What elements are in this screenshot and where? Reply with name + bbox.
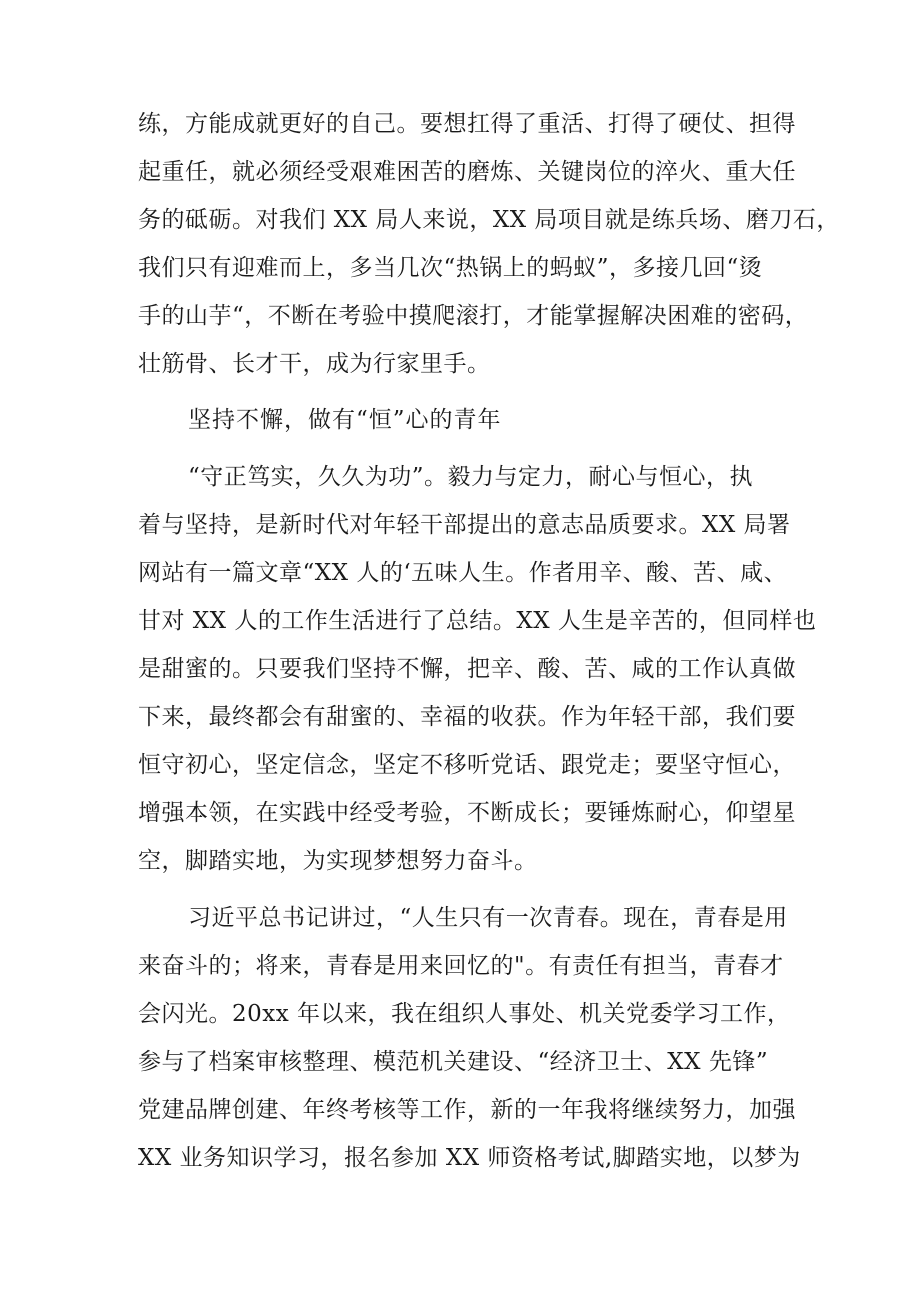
paragraph-line: 空，脚踏实地，为实现梦想努力奋斗。 xyxy=(138,848,538,874)
paragraph-line: 手的山芋“，不断在考验中摸爬滚打，才能掌握解决困难的密码， xyxy=(138,303,809,329)
paragraph-line: XX 业务知识学习，报名参加 XX 师资格考试,脚踏实地，以梦为 xyxy=(138,1145,801,1171)
paragraph-line: “守正笃实，久久为功”。毅力与定力，耐心与恒心，执 xyxy=(188,464,754,490)
paragraph-line: 参与了档案审核整理、模范机关建设、“经济卫士、XX 先锋” xyxy=(138,1049,769,1075)
paragraph-line: 练，方能成就更好的自己。要想扛得了重活、打得了硬仗、担得 xyxy=(138,111,796,137)
section-heading: 坚持不懈，做有“恒”心的青年 xyxy=(188,407,502,433)
paragraph-line: 会闪光。20xx 年以来，我在组织人事处、机关党委学习工作， xyxy=(138,1001,791,1027)
paragraph-line: 我们只有迎难而上，多当几次“热锅上的蚂蚁”，多接几回“烫 xyxy=(138,255,763,281)
paragraph-line: 是甜蜜的。只要我们坚持不懈，把辛、酸、苦、咸的工作认真做 xyxy=(138,656,796,682)
paragraph-line: 来奋斗的；将来，青春是用来回忆的"。有责任有担当，青春才 xyxy=(138,953,784,979)
paragraph-line: 务的砥砺。对我们 XX 局人来说，XX 局项目就是练兵场、磨刀石， xyxy=(138,207,840,233)
paragraph-line: 党建品牌创建、年终考核等工作，新的一年我将继续努力，加强 xyxy=(138,1097,796,1123)
paragraph-line: 甘对 XX 人的工作生活进行了总结。XX 人生是辛苦的，但同样也 xyxy=(138,608,817,634)
paragraph-line: 增强本领，在实践中经受考验，不断成长；要锤炼耐心，仰望星 xyxy=(138,800,796,826)
paragraph-line: 习近平总书记讲过，“人生只有一次青春。现在，青春是用 xyxy=(188,905,788,931)
paragraph-line: 壮筋骨、长才干，成为行家里手。 xyxy=(138,351,491,377)
paragraph-line: 着与坚持，是新时代对年轻干部提出的意志品质要求。XX 局署 xyxy=(138,512,791,538)
paragraph-line: 起重任，就必须经受艰难困苦的磨炼、关键岗位的淬火、重大任 xyxy=(138,159,796,185)
paragraph-line: 网站有一篇文章“XX 人的‘五味人生。作者用辛、酸、苦、咸、 xyxy=(138,560,788,586)
paragraph-line: 下来，最终都会有甜蜜的、幸福的收获。作为年轻干部，我们要 xyxy=(138,704,796,730)
paragraph-line: 恒守初心，坚定信念，坚定不移听党话、跟党走；要坚守恒心， xyxy=(138,752,796,778)
